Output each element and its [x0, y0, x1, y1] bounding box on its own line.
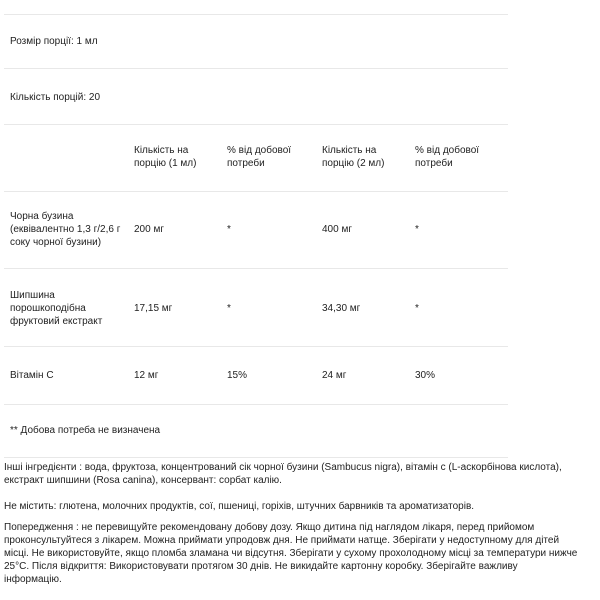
divider — [4, 404, 508, 405]
dv-1ml: 15% — [227, 370, 248, 381]
ingredients-note: Інші інгредієнти : вода, фруктоза, концентрований сік чорної бузини (Sambucus nigra), вітамін с (L-аскорбінова кислота), екстракт шипшини (Rosa canina), консервант: сорбат калію. — [4, 462, 562, 486]
header-amount-1ml: Кількість на порцію (1 мл) — [134, 145, 197, 169]
divider — [4, 68, 508, 69]
dv-2ml: 30% — [415, 370, 436, 381]
header-dv-2ml: % від добової потреби — [415, 145, 480, 169]
dv-2ml: * — [415, 224, 419, 235]
warning-note: Попередження : не перевищуйте рекомендовану добову дозу. Якщо дитина під наглядом лікаря, перед прийомом проконсультуйтеся з лікарем. Можна приймати упродовж дня. Не приймати натще. Зберігати у недоступному для дітей місці. Не використовуйте, якщо пломба зламана чи відсутня. Зберігати у сухому прохолодному місці за температури нижче 25°С. Після відкриття: Використовувати протягом 30 днів. Не викидайте картонну коробку. Зберігайте важливу інформацію. — [4, 522, 578, 585]
serving-size: Розмір порції: 1 мл — [10, 36, 98, 47]
footnote: ** Добова потреба не визначена — [10, 425, 161, 436]
ingredient-name: Вітамін С — [10, 370, 54, 381]
amount-1ml: 200 мг — [134, 224, 164, 235]
divider — [4, 124, 508, 125]
dv-1ml: * — [227, 224, 231, 235]
dv-2ml: * — [415, 303, 419, 314]
amount-2ml: 400 мг — [322, 224, 352, 235]
free-from-note: Не містить: глютена, молочних продуктів, сої, пшениці, горіхів, штучних барвників та ароматизаторів. — [4, 501, 475, 512]
amount-1ml: 12 мг — [134, 370, 159, 381]
header-dv-1ml: % від добової потреби — [227, 145, 292, 169]
divider — [4, 457, 508, 458]
ingredient-name: Чорна бузина (еквівалентно 1,3 г/2,6 г соку чорної бузини) — [10, 211, 121, 248]
amount-1ml: 17,15 мг — [134, 303, 173, 314]
amount-2ml: 34,30 мг — [322, 303, 361, 314]
ingredient-name: Шипшина порошкоподібна фруктовий екстракт — [10, 290, 103, 327]
divider — [4, 268, 508, 269]
header-amount-2ml: Кількість на порцію (2 мл) — [322, 145, 385, 169]
divider — [4, 346, 508, 347]
serving-count: Кількість порцій: 20 — [10, 92, 101, 103]
amount-2ml: 24 мг — [322, 370, 347, 381]
dv-1ml: * — [227, 303, 231, 314]
divider — [4, 14, 508, 15]
divider — [4, 191, 508, 192]
